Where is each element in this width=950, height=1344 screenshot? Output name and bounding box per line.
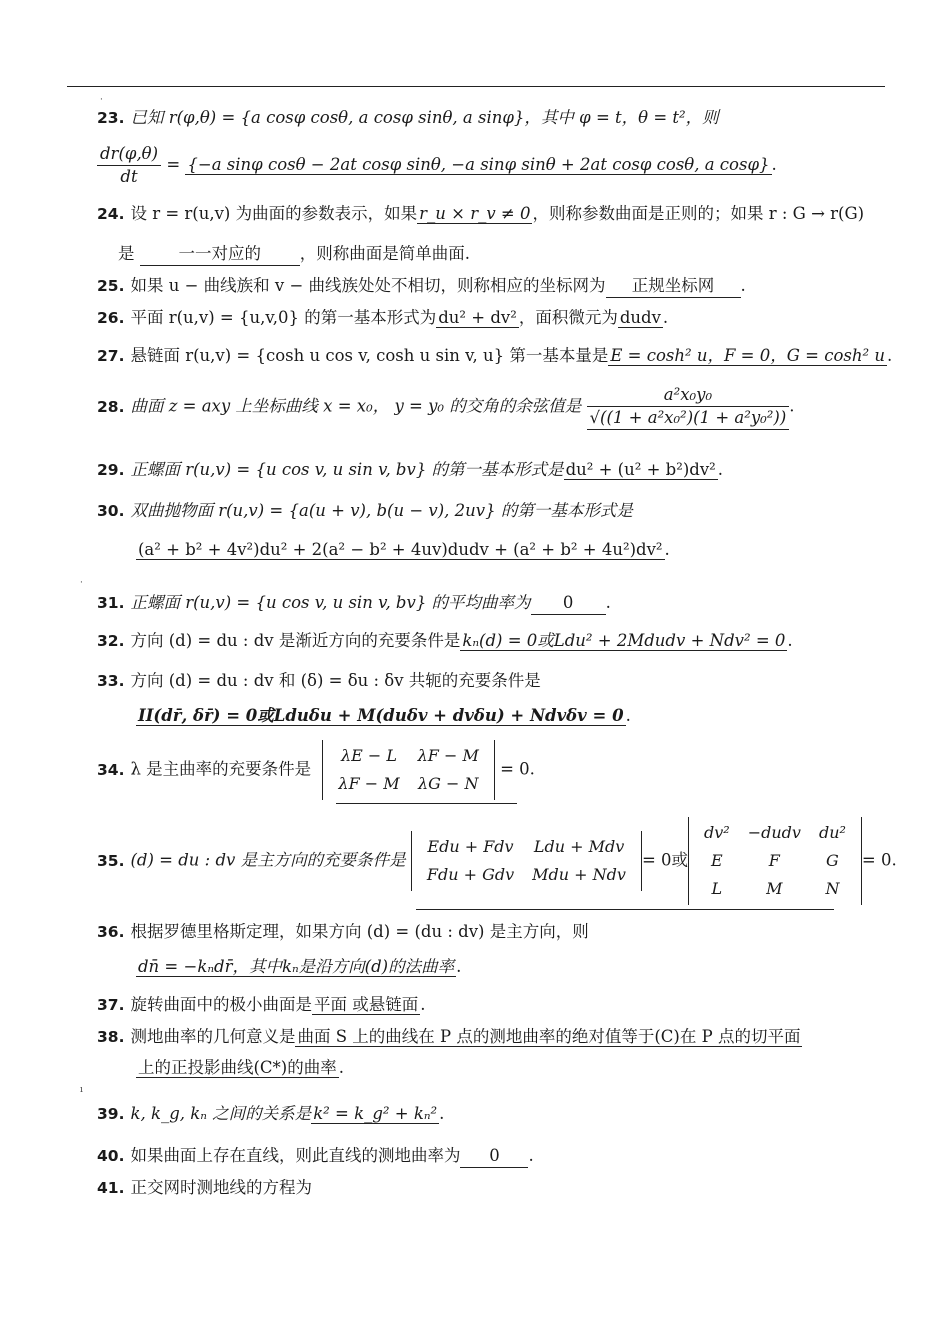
item-36-line-1: 36. 根据罗德里格斯定理，如果方向 (d) = (du : dv) 是主方向，则 [97,922,589,941]
item-24-line-1: 24. 设 r = r(u,v) 为曲面的参数表示，如果 r_u × r_v ≠ 0 ，则称参数曲面是正则的；如果 r : G → r(G) [97,204,865,223]
item-25: 25. 如果 u − 曲线族和 v − 曲线族处处不相切，则称相应的坐标网为 正规坐标网 . [97,275,746,298]
item-36-line-2: dn̄ = −kₙdr̄，其中kₙ是沿方向(d)的法曲率 . [138,957,462,976]
principal-direction-determinant: Edu + Fdv Ldu + Mdv Fdu + Gdv Mdu + Ndv [411,831,642,891]
item-33-line-2: II(dr̄, δr̄) = 0或Lduδu + M(duδv + dvδu) + Ndvδv = 0 . [138,706,631,725]
answer-26-form: du² + dv² [438,308,517,327]
derivative-fraction: $\frac{dr(\varphi,\theta)}{dt}$ [97,143,161,188]
answer-35-underline [416,909,834,910]
principal-direction-determinant-alt: dv² −dudv du² E F G L M N [688,817,862,905]
answer-23: {−a sinφ cosθ − 2at cosφ sinθ, −a sinφ sinθ + 2at cosφ cosθ, a cosφ} [187,155,770,174]
item-38-line-2: 上的正投影曲线(C*)的曲率 . [138,1058,344,1077]
answer-27: E = cosh² u，F = 0，G = cosh² u [610,346,885,365]
item-31: 31. 正螺面 r(u,v) = {u cos v, u sin v, bv} 的平均曲率为 0 . [97,592,611,615]
answer-38-part-2: 上的正投影曲线(C*)的曲率 [138,1058,337,1077]
scan-dot: · [80,578,83,588]
item-30-line-1: 30. 双曲抛物面 r(u,v) = {a(u + v), b(u − v), 2uv} 的第一基本形式是 [97,501,633,520]
answer-36: dn̄ = −kₙdr̄，其中kₙ是沿方向(d)的法曲率 [138,957,455,976]
answer-28: $\frac{\text{a²x₀y₀}}{\text{√((1 + a²x₀²)(1 + a²y₀²))}}$ [587,384,790,430]
item-39: 39. k, k_g, kₙ 之间的关系是 k² = k_g² + kₙ² . [97,1104,445,1123]
answer-39: k² = k_g² + kₙ² [313,1104,438,1123]
answer-34-underline [336,803,517,804]
answer-31: 0 [531,592,606,615]
item-24-line-2: 是 一一对应的 ，则称曲面是简单曲面. [118,243,470,266]
answer-33: II(dr̄, δr̄) = 0或Lduδu + M(duδv + dvδu) + Ndvδv = 0 [138,706,624,725]
item-37: 37. 旋转曲面中的极小曲面是 平面 或悬链面 . [97,995,426,1014]
scan-dot: ı [80,1085,83,1095]
item-26: 26. 平面 r(u,v) = {u,v,0} 的第一基本形式为 du² + dv² ，面积微元为 dudv . [97,308,669,327]
item-29: 29. 正螺面 r(u,v) = {u cos v, u sin v, bv} 的第一基本形式是 du² + (u² + b²)dv² . [97,460,724,479]
scan-dot: · [100,95,103,105]
item-32: 32. 方向 (d) = du : dv 是渐近方向的充要条件是 kₙ(d) = 0或Ldu² + 2Mdudv + Ndv² = 0 . [97,631,793,650]
header-rule [67,86,885,87]
item-41: 41. 正交网时测地线的方程为 [97,1178,312,1197]
item-23-line-1: 23. 已知 r(φ,θ) = {a cosφ cosθ, a cosφ sinθ, a sinφ}，其中 φ = t，θ = t²，则 [97,108,719,127]
item-30-line-2: (a² + b² + 4v²)du² + 2(a² − b² + 4uv)dudv + (a² + b² + 4u²)dv² . [138,540,670,559]
item-40: 40. 如果曲面上存在直线，则此直线的测地曲率为 0 . [97,1145,534,1168]
item-27: 27. 悬链面 r(u,v) = {cosh u cos v, cosh u sin v, u} 第一基本量是 E = cosh² u，F = 0，G = cosh² u . [97,346,893,365]
item-38-line-1: 38. 测地曲率的几何意义是 曲面 S 上的曲线在 P 点的测地曲率的绝对值等于(C)在 P 点的切平面 [97,1027,801,1046]
answer-25: 正规坐标网 [606,275,741,298]
answer-37: 平面 或悬链面 [313,995,419,1014]
answer-30: (a² + b² + 4v²)du² + 2(a² − b² + 4uv)dudv + (a² + b² + 4u²)dv² [138,540,663,559]
answer-40: 0 [460,1145,528,1168]
principal-curvature-determinant: λE − L λF − M λF − M λG − N [322,740,494,800]
item-28: 28. 曲面 z = axy 上坐标曲线 x = x₀， y = y₀ 的交角的余弦值是 $\frac{\text{a²x₀y₀}}{\text{√((1 + a²x₀²)(1 + a²y₀²))}}$ . [97,384,795,430]
answer-26-area: dudv [619,308,661,327]
answer-32: kₙ(d) = 0或Ldu² + 2Mdudv + Ndv² = 0 [462,631,786,650]
answer-38-part-1: 曲面 S 上的曲线在 P 点的测地曲率的绝对值等于(C)在 P 点的切平面 [297,1027,801,1046]
answer-29: du² + (u² + b²)dv² [565,460,716,479]
item-35: 35. (d) = du : dv 是主方向的充要条件是 Edu + Fdv Ldu + Mdv Fdu + Gdv Mdu + Ndv = 0或 dv² −dudv du² E F G L M N = 0. [97,817,897,905]
item-33-line-1: 33. 方向 (d) = du : dv 和 (δ) = δu : δv 共轭的充要条件是 [97,671,541,690]
item-23-line-2: $\frac{dr(\varphi,\theta)}{dt}$ = {−a sinφ cosθ − 2at cosφ sinθ, −a sinφ sinθ + 2at cosφ cosθ, a cosφ} . [97,143,777,188]
item-34: 34. λ 是主曲率的充要条件是 λE − L λF − M λF − M λG − N = 0. [97,740,535,800]
answer-24-regular: r_u × r_v ≠ 0 [419,204,531,223]
answer-24-bijective: 一一对应的 [140,243,300,266]
